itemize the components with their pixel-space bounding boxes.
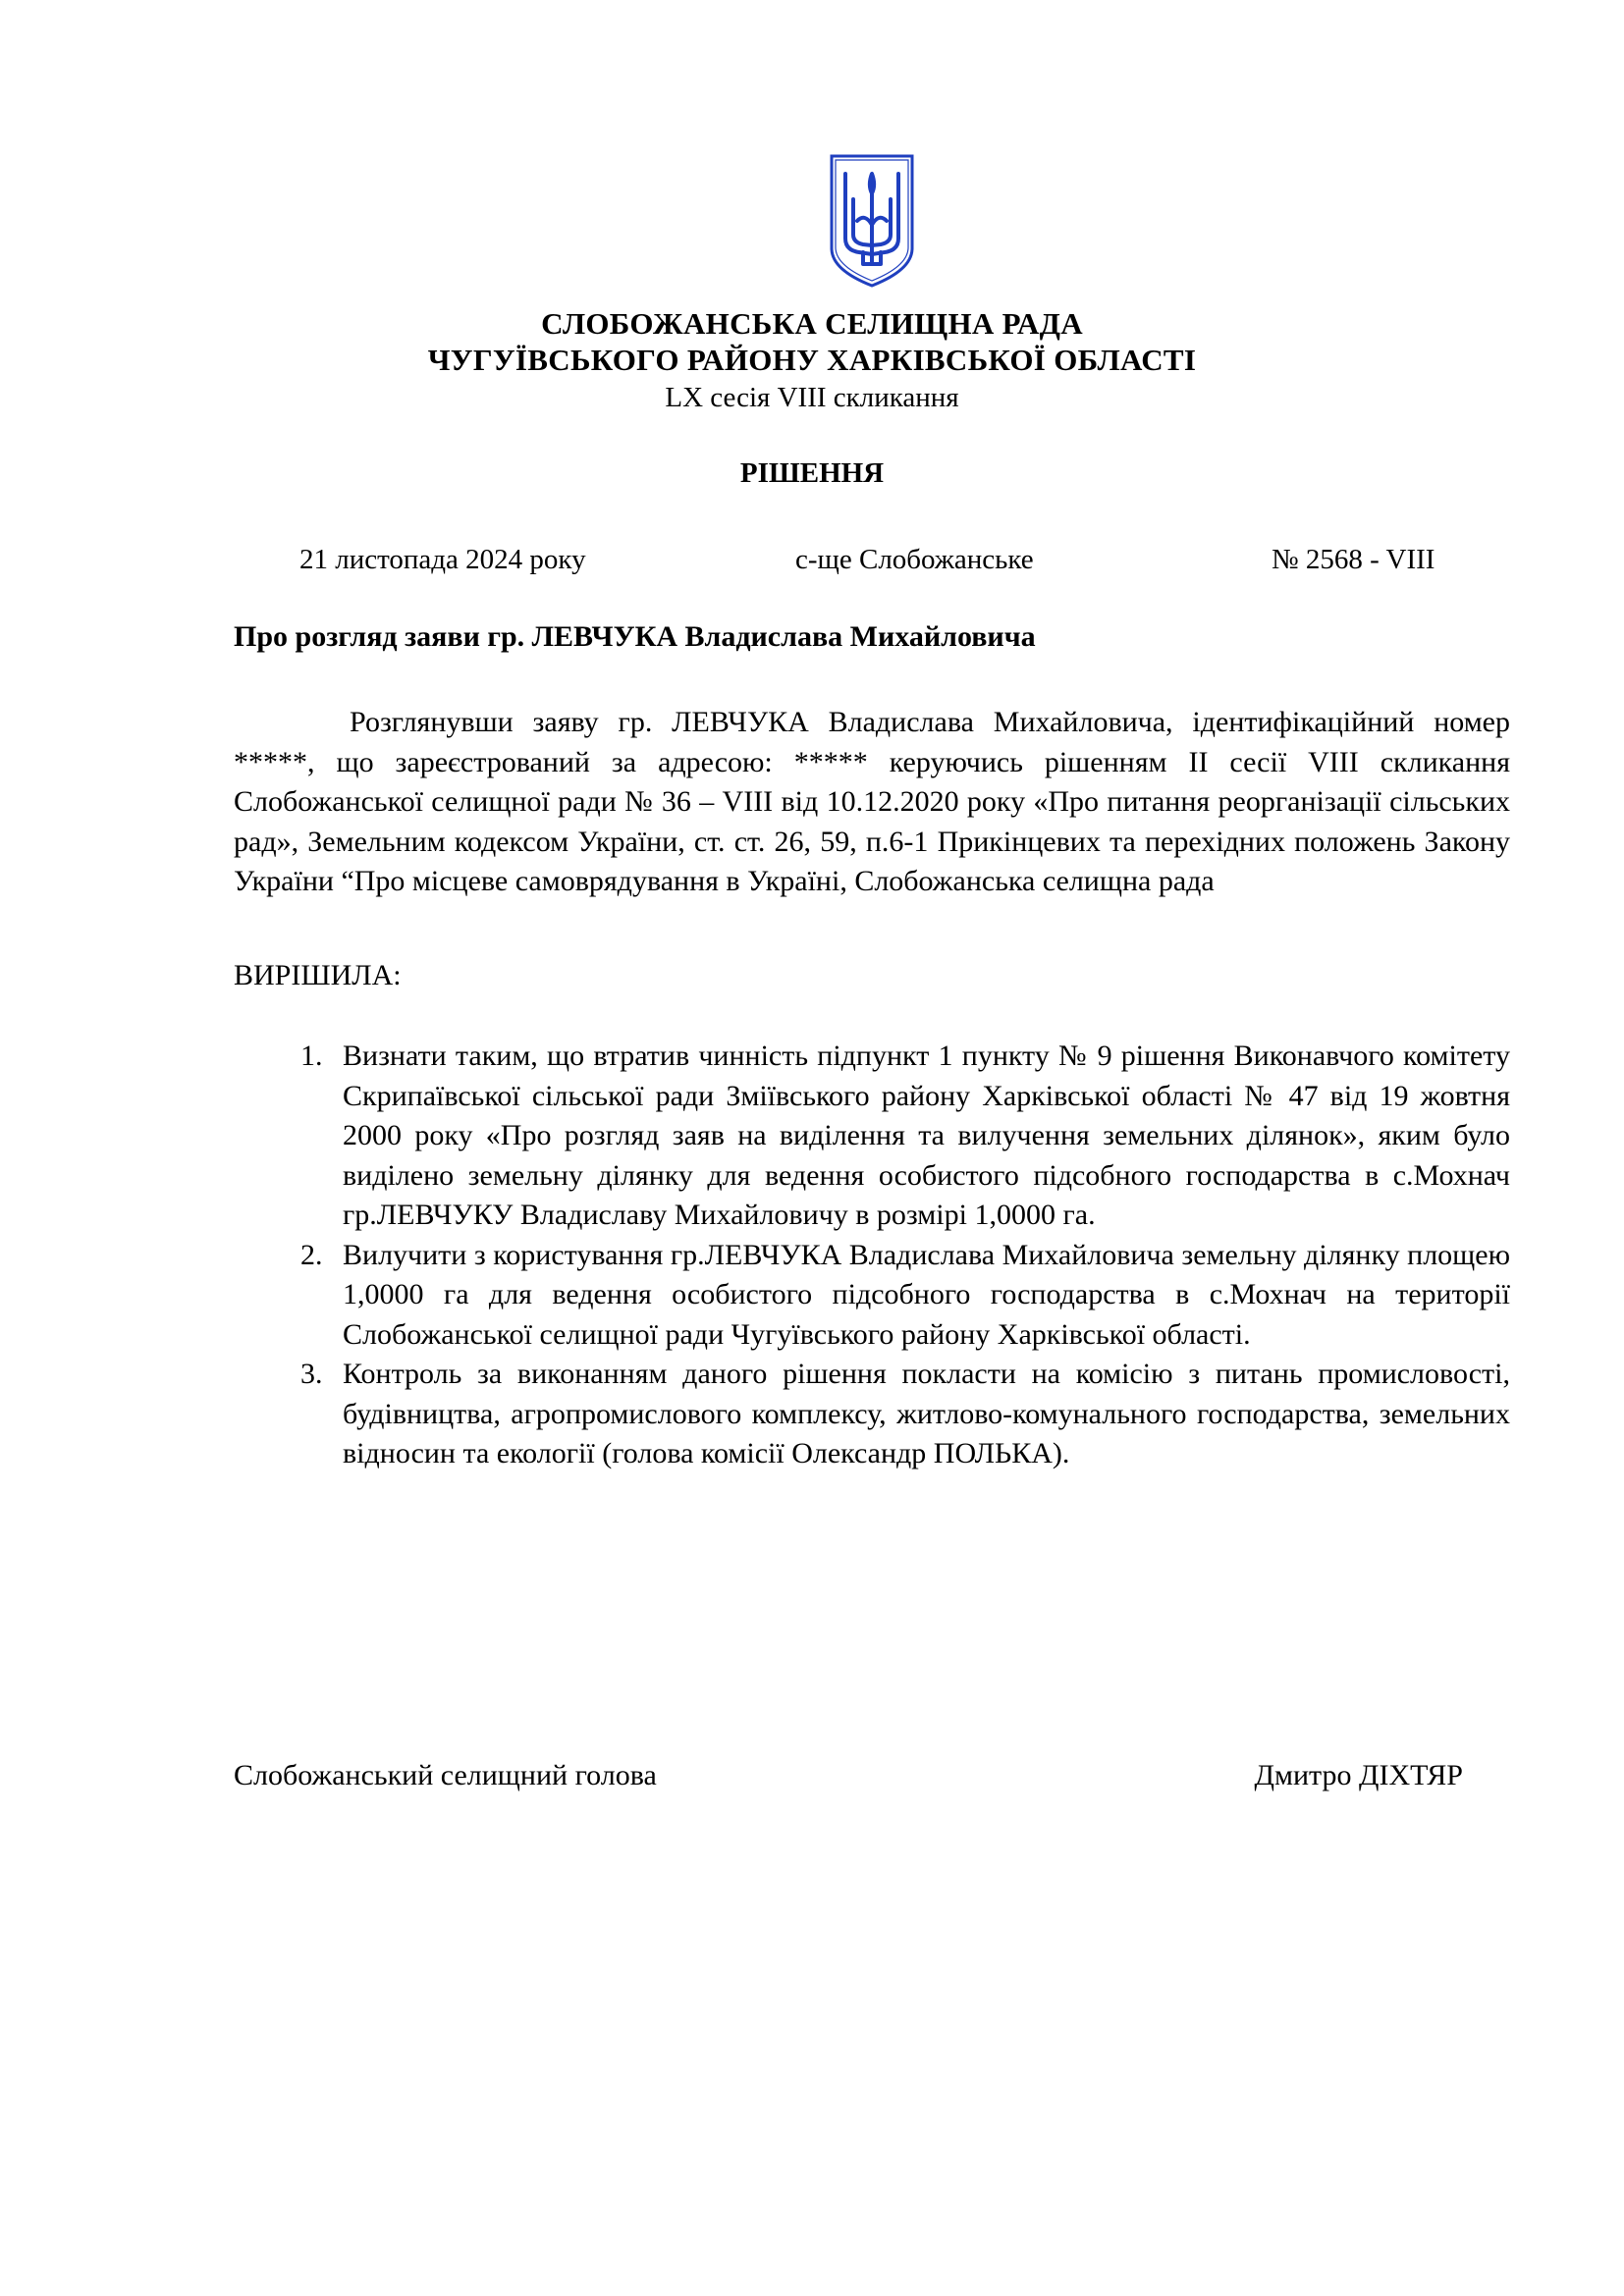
list-item (234, 1037, 1510, 1236)
item-number: 2. (300, 1238, 323, 1271)
preamble-text: Розглянувши заяву гр. ЛЕВЧУКА Владислава Михайловича, ідентифікаційний номер *****, що зареєстрований за адресою: ***** керуючись рішенням ІІ сесії VIII скликання Слобожанської селищної ради № 36 – VIII від 10.12.2020 року «Про питання реорганізації сільських рад», Земельним кодексом України, ст. ст. 26, 59, п.6-1 Прикінцевих та перехідних положень Закону України “Про місцеве самоврядування в Україні, Слобожанська селищна рада (234, 706, 1510, 897)
decision-items-list (234, 1037, 1510, 1474)
item-number: 1. (300, 1040, 323, 1072)
signatory-title: Слобожанський селищний голова (234, 1759, 657, 1791)
decision-date: 21 листопада 2024 року (299, 544, 586, 575)
document-type-title: РІШЕННЯ (739, 457, 885, 489)
ukraine-coat-of-arms-icon (828, 152, 916, 290)
item-text: Визнати таким, що втратив чинність підпункт 1 пункту № 9 рішення Виконавчого комітету Скрипаївської сільської ради Зміївського району Харківської області № 47 від 19 жовтня 2000 року «Про розгляд заяв на виділення та вилучення земельних ділянок», яким було виділено земельну ділянку для ведення особистого підсобного господарства в с.Мохнач гр.ЛЕВЧУКУ Владиславу Михайловичу в розмірі 1,0000 га. (343, 1040, 1510, 1231)
item-text: Вилучити з користування гр.ЛЕВЧУКА Владислава Михайловича земельну ділянку площею 1,0000 га для ведення особистого підсобного господарства в с.Мохнач на території Слобожанської селищної ради Чугуївського району Харківської області. (343, 1238, 1510, 1351)
preamble-paragraph (234, 703, 1510, 902)
signatory-name: Дмитро ДІХТЯР (1254, 1759, 1463, 1791)
item-text: Контроль за виконанням даного рішення покласти на комісію з питань промисловості, будівництва, агропромислового комплексу, житлово-комунального господарства, земельних відносин та екології (голова комісії Олександр ПОЛЬКА). (343, 1358, 1510, 1469)
council-name: СЛОБОЖАНСЬКА СЕЛИЩНА РАДА (541, 306, 1083, 341)
decision-place: с-ще Слобожанське (795, 544, 1034, 575)
item-number: 3. (300, 1358, 323, 1390)
resolved-label: ВИРІШИЛА: (234, 959, 402, 991)
session-info: LХ сесія VIII скликання (665, 382, 959, 413)
list-item (234, 1355, 1510, 1474)
decision-subject: Про розгляд заяви гр. ЛЕВЧУКА Владислава Михайловича (234, 620, 1036, 653)
list-item (234, 1236, 1510, 1356)
decision-number: № 2568 - VIII (1272, 544, 1435, 575)
district-name: ЧУГУЇВСЬКОГО РАЙОНУ ХАРКІВСЬКОЇ ОБЛАСТІ (427, 343, 1197, 377)
